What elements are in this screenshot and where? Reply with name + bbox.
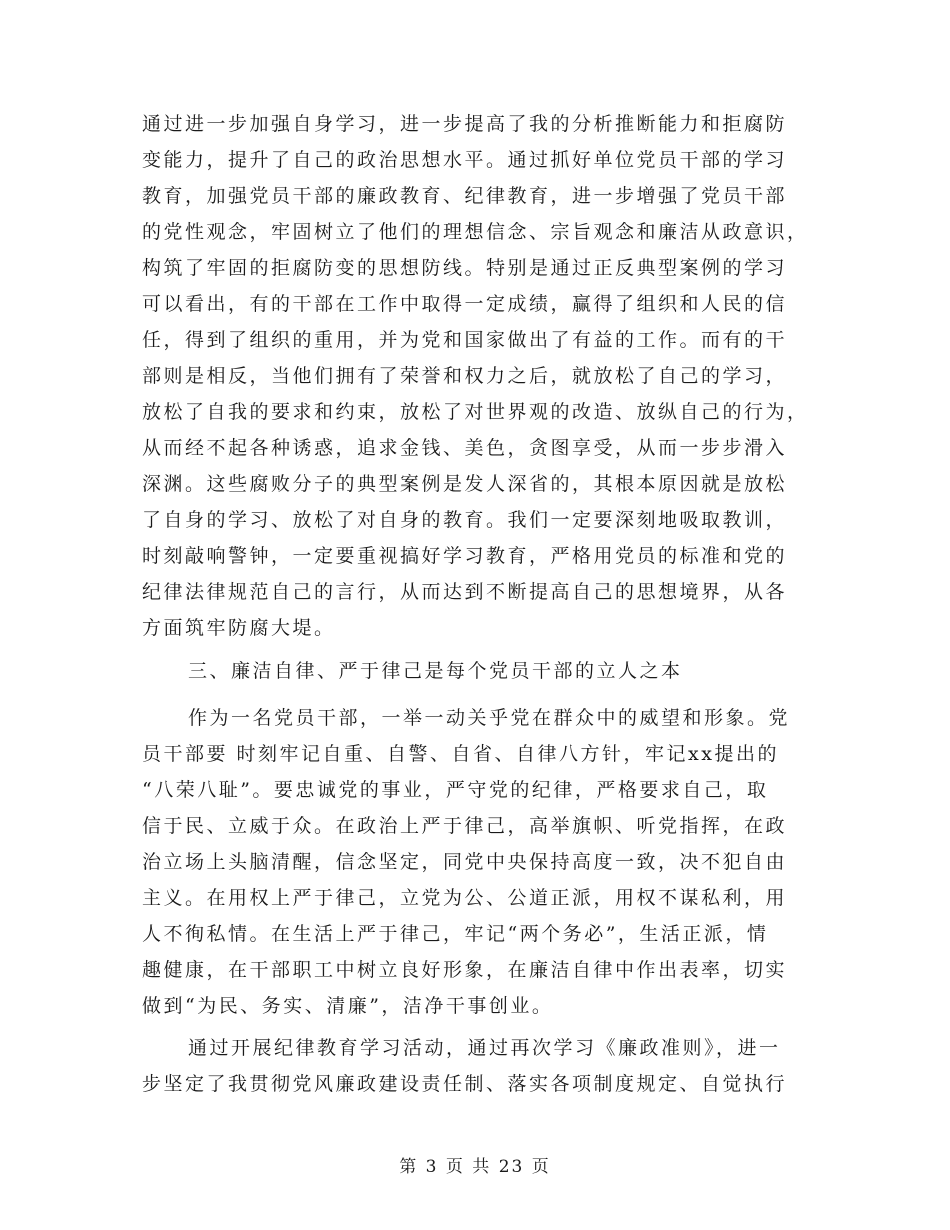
text-line: 可以看出，有的干部在工作中取得一定成绩，赢得了组织和人民的信 xyxy=(142,293,788,315)
text-line: “八荣八耻”。要忠诚党的事业，严守党的纪律，严格要求自己，取 xyxy=(142,779,769,801)
text-line: 任，得到了组织的重用，并为党和国家做出了有益的工作。而有的干 xyxy=(142,329,788,351)
text-line: 治立场上头脑清醒，信念坚定，同党中央保持高度一致，决不犯自由 xyxy=(142,851,788,873)
text-line: 纪律法律规范自己的言行，从而达到不断提高自己的思想境界，从各 xyxy=(142,581,788,603)
section-heading: 三、廉洁自律、严于律己是每个党员干部的立人之本 xyxy=(188,660,683,682)
text-line: 方面筑牢防腐大堤。 xyxy=(142,617,336,639)
text-line: 构筑了牢固的拒腐防变的思想防线。特别是通过正反典型案例的学习 xyxy=(142,257,788,279)
text-line: 了自身的学习、放松了对自身的教育。我们一定要深刻地吸取教训， xyxy=(142,509,788,531)
text-line: 放松了自我的要求和约束，放松了对世界观的改造、放纵自己的行为， xyxy=(142,401,809,423)
text-line: 做到“为民、务实、清廉”，洁净干事创业。 xyxy=(142,995,554,1017)
text-line: 的党性观念，牢固树立了他们的理想信念、宗旨观念和廉洁从政意识， xyxy=(142,221,809,243)
text-line: 部则是相反，当他们拥有了荣誉和权力之后，就放松了自己的学习， xyxy=(142,365,788,387)
text-line: 信于民、立威于众。在政治上严于律己，高举旗帜、听党指挥，在政 xyxy=(142,815,788,837)
page-number: 第 3 页 共 23 页 xyxy=(399,1157,551,1177)
text-line: 教育，加强党员干部的廉政教育、纪律教育，进一步增强了党员干部 xyxy=(142,185,788,207)
text-line: 时刻敲响警钟，一定要重视搞好学习教育，严格用党员的标准和党的 xyxy=(142,545,788,567)
text-line: 人不徇私情。在生活上严于律己，牢记“两个务必”，生活正派，情 xyxy=(142,923,769,945)
text-line: 员干部要 时刻牢记自重、自警、自省、自律八方针，牢记xx提出的 xyxy=(142,743,779,765)
text-line: 通过进一步加强自身学习，进一步提高了我的分析推断能力和拒腐防 xyxy=(142,113,788,135)
text-line: 通过开展纪律教育学习活动，通过再次学习《廉政准则》，进一 xyxy=(188,1037,781,1059)
text-line: 深渊。这些腐败分子的典型案例是发人深省的，其根本原因就是放松 xyxy=(142,473,788,495)
text-line: 变能力，提升了自己的政治思想水平。通过抓好单位党员干部的学习 xyxy=(142,149,788,171)
text-line: 作为一名党员干部，一举一动关乎党在群众中的威望和形象。党 xyxy=(188,707,791,729)
text-line: 步坚定了我贯彻党风廉政建设责任制、落实各项制度规定、自觉执行 xyxy=(142,1073,788,1095)
text-line: 从而经不起各种诱惑，追求金钱、美色，贪图享受，从而一步步滑入 xyxy=(142,437,788,459)
text-line: 主义。在用权上严于律己，立党为公、公道正派，用权不谋私利，用 xyxy=(142,887,788,909)
text-line: 趣健康，在干部职工中树立良好形象，在廉洁自律中作出表率，切实 xyxy=(142,959,788,981)
